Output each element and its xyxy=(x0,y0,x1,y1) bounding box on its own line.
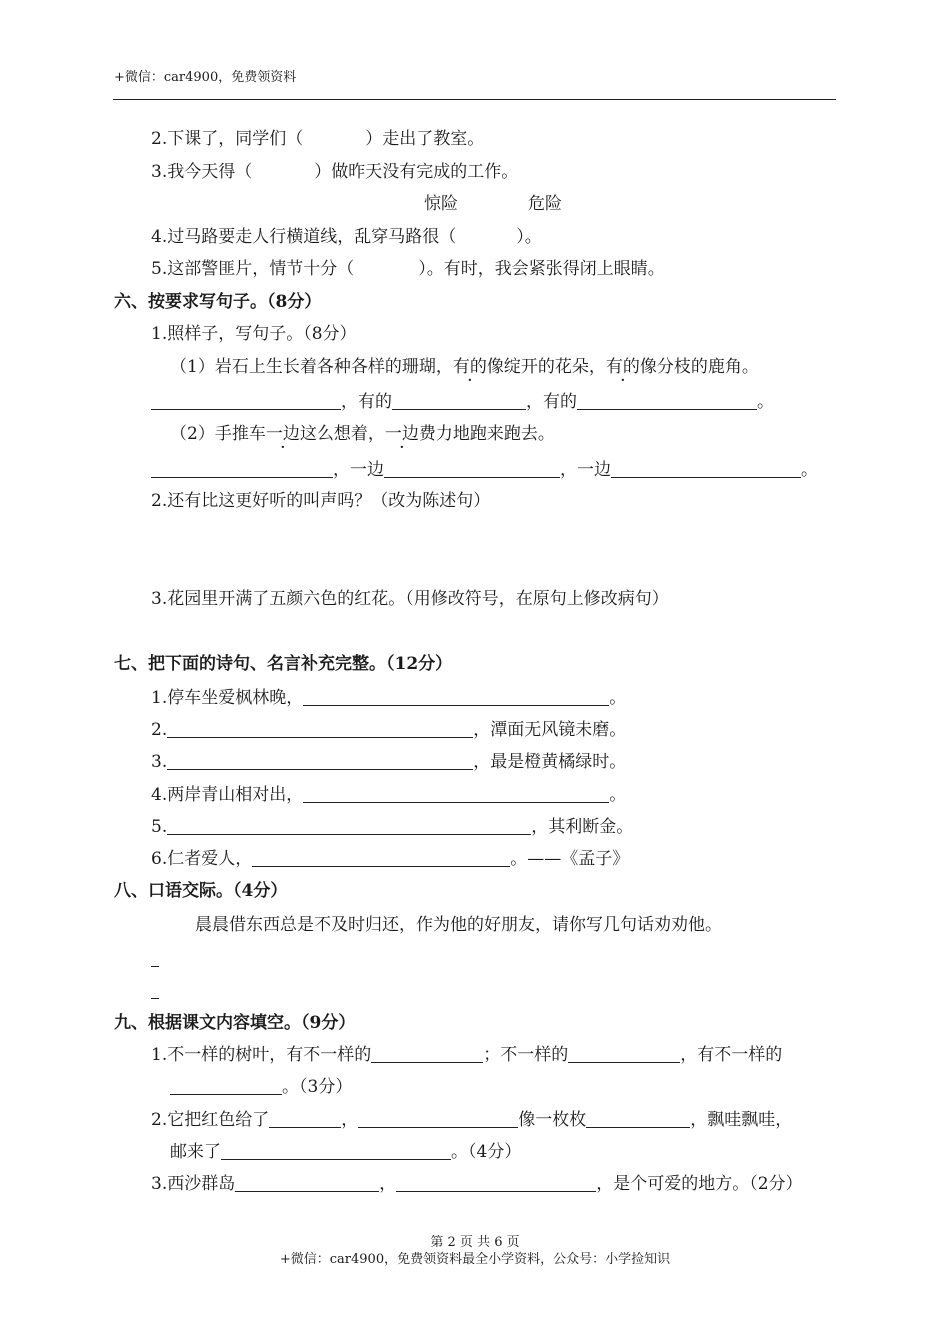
s6-fill1: ，有的 ，有的 。 xyxy=(151,391,774,413)
blank[interactable] xyxy=(371,1045,483,1063)
s7-l5: 5. ，其利断金。 xyxy=(151,817,634,837)
s6-q1: 1.照样子，写句子。（8分） xyxy=(151,324,357,344)
s5-q5: 5.这部警匪片，情节十分（ ）。有时，我会紧张得闭上眼睛。 xyxy=(151,259,665,279)
blank[interactable] xyxy=(384,460,560,478)
answer-line[interactable] xyxy=(151,966,159,967)
emphasis-dots: 有的 xyxy=(452,357,487,377)
blank[interactable] xyxy=(269,1110,341,1128)
s5-q4: 4.过马路要走人行横道线，乱穿马路很（ ）。 xyxy=(151,227,542,247)
s7-l3: 3. ，最是橙黄橘绿时。 xyxy=(151,752,627,772)
s8-prompt: 晨晨借东西总是不及时归还，作为他的好朋友，请你写几句话劝劝他。 xyxy=(195,915,722,935)
blank[interactable] xyxy=(392,392,526,410)
blank[interactable] xyxy=(167,817,531,835)
header-text: +微信：car4900，免费领资料 xyxy=(114,70,297,85)
s5-q2: 2.下课了，同学们（ ）走出了教室。 xyxy=(151,129,485,149)
s7-l2: 2. ，潭面无风镜未磨。 xyxy=(151,720,627,740)
blank[interactable] xyxy=(611,460,801,478)
s6-example2: （2）手推车一边这么想着，一边费力地跑来跑去。 xyxy=(170,424,555,444)
s7-l4: 4.两岸青山相对出， 。 xyxy=(151,785,627,805)
blank[interactable] xyxy=(586,1110,690,1128)
s6-example1: （1）岩石上生长着各种各样的珊瑚，有的像绽开的花朵，有的像分枝的鹿角。 xyxy=(170,357,759,377)
emphasis-dots: 有的 xyxy=(605,357,640,377)
s5-word-1: 惊险 xyxy=(424,194,458,214)
s9-q1-line1: 1.不一样的树叶，有不一样的 ；不一样的 ，有不一样的 xyxy=(151,1045,783,1065)
blank[interactable] xyxy=(303,688,609,706)
page-number: 第 2 页 共 6 页 xyxy=(430,1235,520,1250)
blank[interactable] xyxy=(396,1174,596,1192)
section9-title: 九、根据课文内容填空。（9分） xyxy=(114,1013,356,1033)
s6-fill2: ，一边 ，一边 。 xyxy=(151,459,818,481)
section6-title: 六、按要求写句子。（8分） xyxy=(114,292,322,312)
emphasis-dots: 一边 xyxy=(265,424,300,444)
s5-word-2: 危险 xyxy=(528,194,562,214)
s9-q2-line1: 2.它把红色给了 ， 像一枚枚 ，飘哇飘哇， xyxy=(151,1110,793,1130)
blank[interactable] xyxy=(303,785,609,803)
blank[interactable] xyxy=(167,752,473,770)
blank[interactable] xyxy=(358,1110,518,1128)
blank[interactable] xyxy=(577,392,757,410)
blank[interactable] xyxy=(235,1174,379,1192)
section7-title: 七、把下面的诗句、名言补充完整。（12分） xyxy=(114,654,453,674)
blank[interactable] xyxy=(221,1142,451,1160)
s7-l1: 1.停车坐爱枫林晚， 。 xyxy=(151,688,627,708)
s6-q2: 2.还有比这更好听的叫声吗？（改为陈述句） xyxy=(151,491,491,511)
s9-q2-line2: 邮来了 。（4分） xyxy=(170,1142,522,1162)
s7-l6: 6.仁者爱人， 。——《孟子》 xyxy=(151,849,630,869)
footer-note: +微信：car4900，免费领资料最全小学资料，公众号：小学捡知识 xyxy=(279,1252,671,1267)
section8-title: 八、口语交际。（4分） xyxy=(114,881,288,901)
blank[interactable] xyxy=(167,720,473,738)
emphasis-dots: 一边 xyxy=(384,424,419,444)
s9-q1-line2: 。（3分） xyxy=(170,1076,352,1098)
blank[interactable] xyxy=(151,392,341,410)
answer-line[interactable] xyxy=(151,998,159,999)
s5-q3: 3.我今天得（ ）做昨天没有完成的工作。 xyxy=(151,162,519,182)
blank[interactable] xyxy=(151,460,333,478)
blank[interactable] xyxy=(170,1077,282,1095)
blank[interactable] xyxy=(568,1045,680,1063)
blank[interactable] xyxy=(252,849,510,867)
s6-q3: 3.花园里开满了五颜六色的红花。（用修改符号，在原句上修改病句） xyxy=(151,589,669,609)
s9-q3: 3.西沙群岛 ， ，是个可爱的地方。（2分） xyxy=(151,1174,803,1194)
header-rule xyxy=(113,99,836,100)
